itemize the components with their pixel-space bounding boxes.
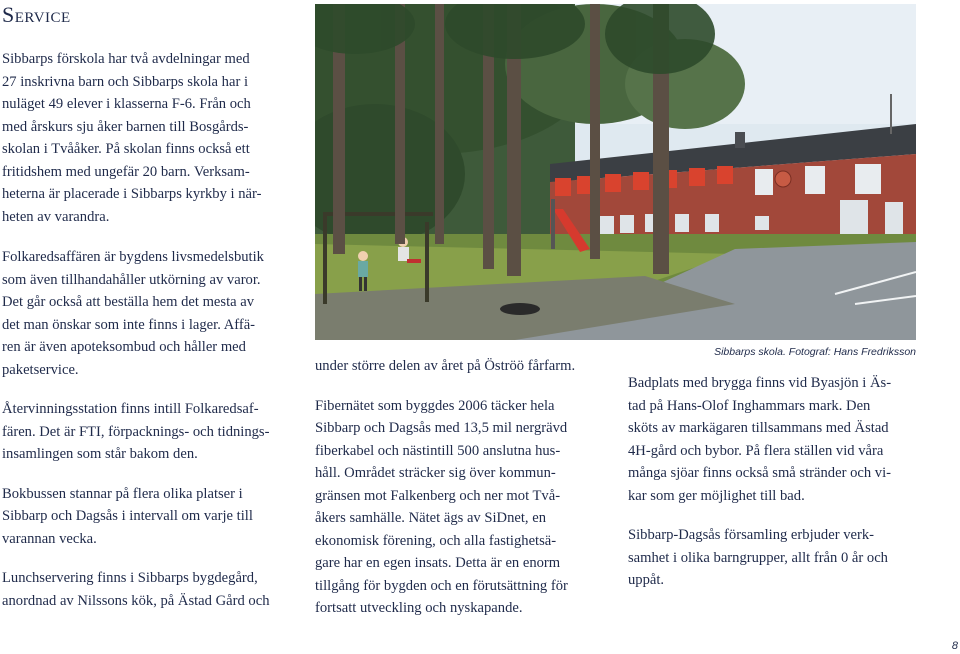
page-number: 8 xyxy=(951,640,958,652)
text-line: paketservice. xyxy=(2,361,79,378)
photo-caption: Sibbarps skola. Fotograf: Hans Fredriksson xyxy=(714,346,916,358)
text-line: Fibernätet som byggdes 2006 täcker hela xyxy=(315,397,555,414)
text-line: heterna är placerade i Sibbarps kyrkby i när- xyxy=(2,186,262,202)
text-line: gare har en egen insats. Detta är en enorm xyxy=(315,555,561,571)
text-line: Badplats med brygga finns vid Byasjön i Äs- xyxy=(628,375,892,391)
text-line: 4H-gård och bybor. På flera ställen vid våra xyxy=(628,442,884,459)
text-line: uppåt. xyxy=(628,572,665,588)
text-line: sköts av markägaren tillsammans med Ästad xyxy=(628,420,889,436)
text-line: nuläget 49 elever i klasserna F-6. Från och xyxy=(2,96,251,112)
text-line: fiberkabel och nästintill 500 anslutna hus- xyxy=(315,442,561,459)
text-line: åkers samhälle. Nätet ägs av SiDnet, en xyxy=(315,510,546,526)
text-line: fären. Det är FTI, förpacknings- och tidnings- xyxy=(2,423,270,440)
text-line: Sibbarp-Dagsås församling erbjuder verk- xyxy=(628,527,874,543)
paragraph-school xyxy=(2,48,302,228)
page-heading: Service xyxy=(2,2,71,27)
text-line: insamlingen som står bakom den. xyxy=(2,446,198,462)
text-column-2 xyxy=(315,355,615,620)
text-line: samhet i olika barngrupper, allt från 0 år och xyxy=(628,549,888,566)
paragraph-bookbus xyxy=(2,483,302,551)
text-line: fortsatt utveckling och nyskapande. xyxy=(315,600,523,616)
text-line: med årskurs sju åker barnen till Bosgårds- xyxy=(2,118,249,135)
text-line: Folkaredsaffären är bygdens livsmedelsbutik xyxy=(2,249,264,265)
text-line: anordnad av Nilssons kök, på Ästad Gård och xyxy=(2,592,270,609)
text-line: heten av varandra. xyxy=(2,208,110,225)
text-line: håll. Området sträcker sig över kommun- xyxy=(315,465,556,481)
text-line: många sjöar finns också små stränder och vi- xyxy=(628,465,892,481)
text-column-1 xyxy=(2,48,302,612)
text-line: Återvinningsstation finns intill Folkaredsaf- xyxy=(2,401,259,417)
text-line: Sibbarp och Dagsås i intervall om varje till xyxy=(2,508,253,524)
text-line: Sibbarps förskola har två avdelningar med xyxy=(2,51,250,67)
text-line: tad på Hans-Olof Inghammars mark. Den xyxy=(628,397,871,414)
text-line: det man önskar som inte finns i lager. Affä- xyxy=(2,316,256,333)
text-line: som även tillhandahåller utkörning av varor. xyxy=(2,271,261,288)
text-line: ekonomisk förening, och alla fastighetsä- xyxy=(315,532,557,549)
text-line: tillgång för bygden och en förutsättning för xyxy=(315,577,568,594)
text-line: ren är även apoteksombud och håller med xyxy=(2,339,246,355)
text-line: Det går också att beställa hem det mesta av xyxy=(2,294,255,310)
text-line: Lunchservering finns i Sibbarps bygdegård, xyxy=(2,570,258,586)
text-line: gränsen mot Falkenberg och ner mot Två- xyxy=(315,487,561,504)
text-line: varannan vecka. xyxy=(2,530,97,547)
paragraph-lunch xyxy=(2,567,302,612)
text-line: Bokbussen stannar på flera olika platser i xyxy=(2,485,243,502)
text-line: skolan i Tvååker. På skolan finns också ett xyxy=(2,141,250,157)
text-column-3 xyxy=(628,372,928,592)
text-line: kar som ger möjlighet till bad. xyxy=(628,487,805,504)
paragraph-parish xyxy=(628,524,928,592)
paragraph-bathing-place xyxy=(628,372,928,507)
paragraph-grocery-store xyxy=(2,246,302,381)
text-line: Sibbarp och Dagsås med 13,5 mil nergrävd xyxy=(315,420,568,436)
paragraph-fiber-network xyxy=(315,395,615,620)
paragraph-recycling xyxy=(2,398,302,466)
text-line: fritidshem med ungefär 20 barn. Verksam- xyxy=(2,163,250,180)
paragraph-lunch-continued xyxy=(315,355,615,378)
school-photo xyxy=(315,4,916,340)
text-line: 27 inskrivna barn och Sibbarps skola har i xyxy=(2,73,249,90)
text-line: under större delen av året på Öströö fårfarm. xyxy=(315,358,576,374)
